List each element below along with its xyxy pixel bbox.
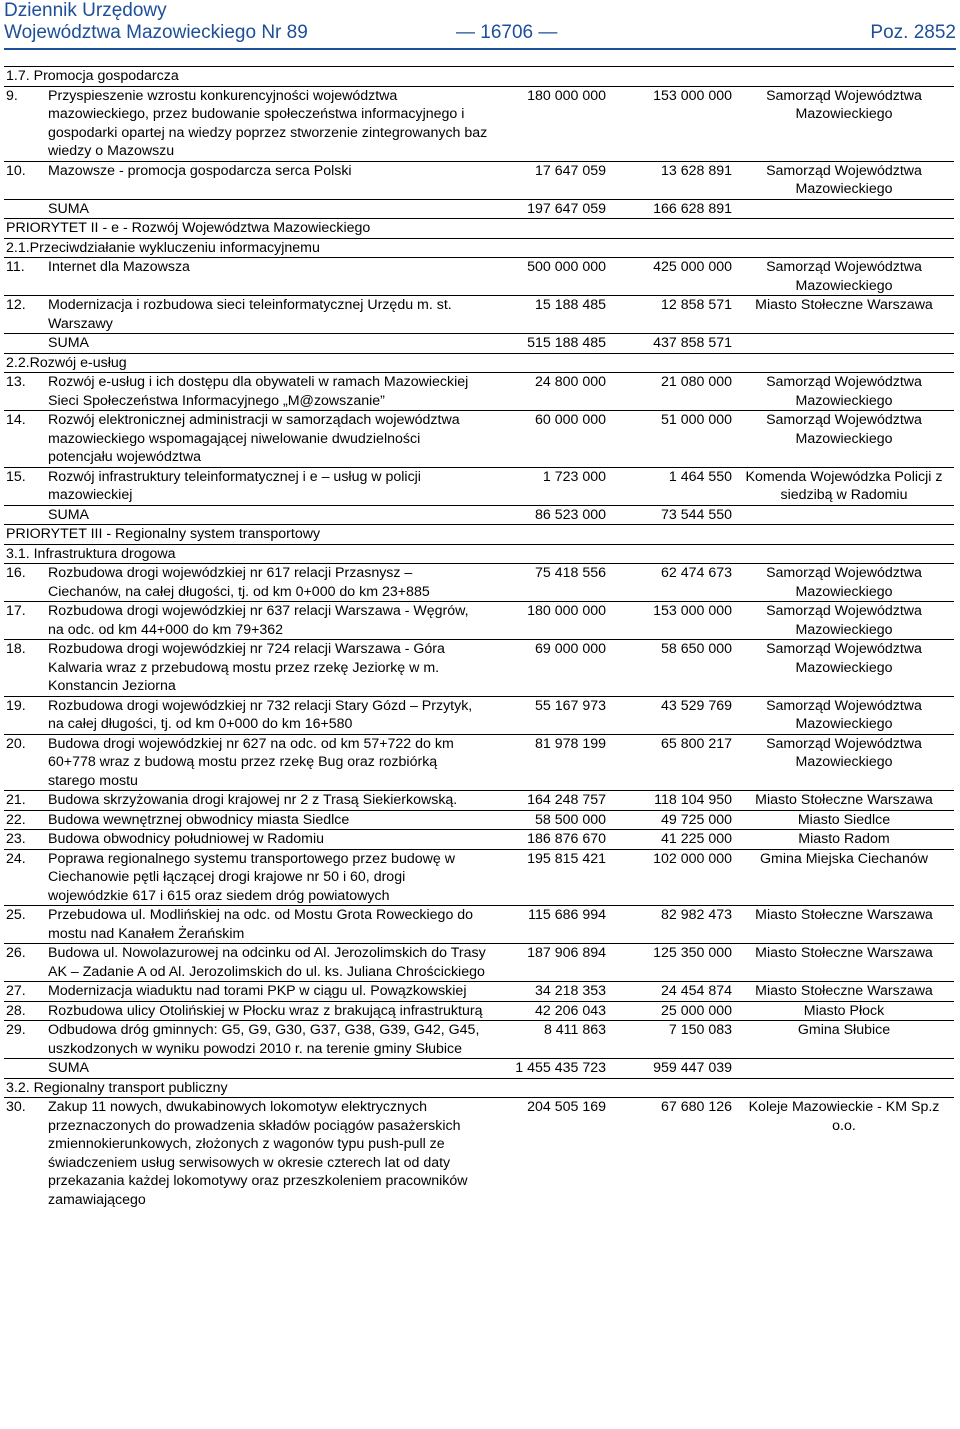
eu-funding: 65 800 217 [608, 734, 734, 791]
beneficiary: Samorząd Województwa Mazowieckiego [734, 640, 954, 697]
header-rule [4, 48, 956, 50]
eu-funding: 125 350 000 [608, 944, 734, 982]
beneficiary: Gmina Miejska Ciechanów [734, 849, 954, 906]
total-cost: 115 686 994 [490, 906, 608, 944]
beneficiary: Gmina Słubice [734, 1021, 954, 1059]
total-cost: 8 411 863 [490, 1021, 608, 1059]
eu-funding: 25 000 000 [608, 1001, 734, 1021]
eu-funding: 153 000 000 [608, 86, 734, 161]
sum-label: SUMA [46, 334, 490, 354]
row-number: 11. [4, 258, 46, 296]
sum-total-cost: 86 523 000 [490, 505, 608, 525]
table-row [4, 810, 954, 830]
beneficiary: Samorząd Województwa Mazowieckiego [734, 258, 954, 296]
project-description: Rozbudowa drogi wojewódzkiej nr 732 relacji Stary Gózd – Przytyk, na całej długości, tj. od km 0+000 do km 16+580 [46, 696, 490, 734]
journal-subtitle: Województwa Mazowieckiego Nr 89 [4, 22, 308, 43]
project-description: Modernizacja wiaduktu nad torami PKP w ciągu ul. Powązkowskiej [46, 982, 490, 1002]
section-heading: PRIORYTET III - Regionalny system transportowy [4, 525, 954, 545]
eu-funding: 21 080 000 [608, 373, 734, 411]
total-cost: 75 418 556 [490, 564, 608, 602]
eu-funding: 1 464 550 [608, 467, 734, 505]
project-description: Odbudowa dróg gminnych: G5, G9, G30, G37, G38, G39, G42, G45, uszkodzonych w wyniku powodzi 2010 r. na terenie gminy Słubice [46, 1021, 490, 1059]
projects-table-body [4, 67, 954, 1210]
beneficiary: Samorząd Województwa Mazowieckiego [734, 161, 954, 199]
eu-funding: 118 104 950 [608, 791, 734, 811]
project-description: Przyspieszenie wzrostu konkurencyjności województwa mazowieckiego, przez budowanie społeczeństwa informacyjnego i gospodarki opartej na wiedzy poprzez stworzenie zintegrowanych baz wiedzy o Mazowszu [46, 86, 490, 161]
table-row [4, 830, 954, 850]
table-row [4, 696, 954, 734]
section-row [4, 353, 954, 373]
project-description: Rozbudowa drogi wojewódzkiej nr 637 relacji Warszawa - Węgrów, na odc. od km 44+000 do km 79+362 [46, 602, 490, 640]
eu-funding: 102 000 000 [608, 849, 734, 906]
empty-cell [734, 1059, 954, 1079]
project-description: Rozwój elektronicznej administracji w samorządach województwa mazowieckiego wspomagającej niwelowanie dwudzielności potencjału województwa [46, 411, 490, 468]
table-row [4, 411, 954, 468]
total-cost: 500 000 000 [490, 258, 608, 296]
project-description: Rozbudowa ulicy Otolińskiej w Płocku wraz z brakującą infrastrukturą [46, 1001, 490, 1021]
sum-row [4, 334, 954, 354]
eu-funding: 7 150 083 [608, 1021, 734, 1059]
row-number: 15. [4, 467, 46, 505]
project-description: Budowa wewnętrznej obwodnicy miasta Siedlce [46, 810, 490, 830]
beneficiary: Komenda Wojewódzka Policji z siedzibą w Radomiu [734, 467, 954, 505]
project-description: Budowa drogi wojewódzkiej nr 627 na odc. od km 57+722 do km 60+778 wraz z budową mostu przez rzekę Bug oraz rozbiórką starego mostu [46, 734, 490, 791]
beneficiary: Miasto Stołeczne Warszawa [734, 982, 954, 1002]
eu-funding: 41 225 000 [608, 830, 734, 850]
project-description: Rozbudowa drogi wojewódzkiej nr 724 relacji Warszawa - Góra Kalwaria wraz z przebudową mostu przez rzekę Jeziorkę w m. Konstancin Jeziorna [46, 640, 490, 697]
section-heading: 1.7. Promocja gospodarcza [4, 67, 954, 87]
beneficiary: Samorząd Województwa Mazowieckiego [734, 734, 954, 791]
project-description: Mazowsze - promocja gospodarcza serca Polski [46, 161, 490, 199]
row-number: 28. [4, 1001, 46, 1021]
total-cost: 195 815 421 [490, 849, 608, 906]
beneficiary: Samorząd Województwa Mazowieckiego [734, 602, 954, 640]
row-number: 19. [4, 696, 46, 734]
eu-funding: 13 628 891 [608, 161, 734, 199]
total-cost: 34 218 353 [490, 982, 608, 1002]
beneficiary: Miasto Stołeczne Warszawa [734, 944, 954, 982]
table-row [4, 564, 954, 602]
project-description: Rozwój infrastruktury teleinformatycznej i e – usług w policji mazowieckiej [46, 467, 490, 505]
empty-cell [734, 505, 954, 525]
section-heading: 3.2. Regionalny transport publiczny [4, 1078, 954, 1098]
eu-funding: 49 725 000 [608, 810, 734, 830]
total-cost: 204 505 169 [490, 1098, 608, 1210]
total-cost: 1 723 000 [490, 467, 608, 505]
empty-cell [4, 199, 46, 219]
empty-cell [4, 505, 46, 525]
beneficiary: Miasto Stołeczne Warszawa [734, 906, 954, 944]
section-heading: 3.1. Infrastruktura drogowa [4, 544, 954, 564]
total-cost: 69 000 000 [490, 640, 608, 697]
sum-total-cost: 1 455 435 723 [490, 1059, 608, 1079]
page-header [4, 0, 956, 48]
project-description: Rozbudowa drogi wojewódzkiej nr 617 relacji Przasnysz – Ciechanów, na całej długości, tj. od km 0+000 do km 23+885 [46, 564, 490, 602]
sum-eu-funding: 959 447 039 [608, 1059, 734, 1079]
beneficiary: Samorząd Województwa Mazowieckiego [734, 696, 954, 734]
row-number: 13. [4, 373, 46, 411]
sum-label: SUMA [46, 505, 490, 525]
project-description: Rozwój e-usług i ich dostępu dla obywateli w ramach Mazowieckiej Sieci Społeczeństwa Informacyjnego „M@zowszanie” [46, 373, 490, 411]
row-number: 10. [4, 161, 46, 199]
row-number: 30. [4, 1098, 46, 1210]
table-row [4, 467, 954, 505]
table-row [4, 982, 954, 1002]
project-description: Poprawa regionalnego systemu transportowego przez budowę w Ciechanowie pętli łączącej drogi krajowe nr 50 i 60, drogi wojewódzkie 617 i 615 oraz siedem dróg powiatowych [46, 849, 490, 906]
page-number: — 16706 — [456, 22, 558, 43]
total-cost: 180 000 000 [490, 602, 608, 640]
beneficiary: Samorząd Województwa Mazowieckiego [734, 411, 954, 468]
eu-funding: 12 858 571 [608, 296, 734, 334]
project-description: Budowa ul. Nowolazurowej na odcinku od Al. Jerozolimskich do Trasy AK – Zadanie A od Al. Jerozolimskich do ul. ks. Juliana Chrościckiego [46, 944, 490, 982]
row-number: 9. [4, 86, 46, 161]
row-number: 16. [4, 564, 46, 602]
row-number: 25. [4, 906, 46, 944]
eu-funding: 62 474 673 [608, 564, 734, 602]
total-cost: 60 000 000 [490, 411, 608, 468]
section-heading: PRIORYTET II - e - Rozwój Województwa Mazowieckiego [4, 219, 954, 239]
table-row [4, 1001, 954, 1021]
table-row [4, 1098, 954, 1210]
project-description: Internet dla Mazowsza [46, 258, 490, 296]
total-cost: 15 188 485 [490, 296, 608, 334]
section-row [4, 219, 954, 239]
sum-label: SUMA [46, 1059, 490, 1079]
beneficiary: Miasto Stołeczne Warszawa [734, 296, 954, 334]
eu-funding: 425 000 000 [608, 258, 734, 296]
section-heading: 2.1.Przeciwdziałanie wykluczeniu informacyjnemu [4, 238, 954, 258]
eu-funding: 82 982 473 [608, 906, 734, 944]
total-cost: 42 206 043 [490, 1001, 608, 1021]
table-row [4, 296, 954, 334]
eu-funding: 58 650 000 [608, 640, 734, 697]
sum-row [4, 505, 954, 525]
row-number: 27. [4, 982, 46, 1002]
table-row [4, 906, 954, 944]
sum-row [4, 199, 954, 219]
projects-table [4, 66, 954, 1209]
section-row [4, 67, 954, 87]
sum-total-cost: 515 188 485 [490, 334, 608, 354]
beneficiary: Miasto Płock [734, 1001, 954, 1021]
section-row [4, 1078, 954, 1098]
table-row [4, 161, 954, 199]
row-number: 18. [4, 640, 46, 697]
table-row [4, 640, 954, 697]
empty-cell [4, 1059, 46, 1079]
section-row [4, 238, 954, 258]
project-description: Zakup 11 nowych, dwukabinowych lokomotyw elektrycznych przeznaczonych do prowadzenia składów pociągów pasażerskich zmiennokierunkowych, złożonych z wagonów typu push-pull ze świadczeniem usług serwisowych w okresie czterech lat od daty przekazania każdej lokomotywy oraz przeszkoleniem pracowników zamawiającego [46, 1098, 490, 1210]
position-number: Poz. 2852 [870, 22, 956, 43]
sum-label: SUMA [46, 199, 490, 219]
table-row [4, 258, 954, 296]
sum-eu-funding: 73 544 550 [608, 505, 734, 525]
section-row [4, 525, 954, 545]
row-number: 22. [4, 810, 46, 830]
table-row [4, 734, 954, 791]
total-cost: 58 500 000 [490, 810, 608, 830]
empty-cell [734, 199, 954, 219]
total-cost: 164 248 757 [490, 791, 608, 811]
total-cost: 17 647 059 [490, 161, 608, 199]
row-number: 26. [4, 944, 46, 982]
eu-funding: 153 000 000 [608, 602, 734, 640]
project-description: Przebudowa ul. Modlińskiej na odc. od Mostu Grota Roweckiego do mostu nad Kanałem Żerańskim [46, 906, 490, 944]
table-row [4, 849, 954, 906]
eu-funding: 24 454 874 [608, 982, 734, 1002]
row-number: 20. [4, 734, 46, 791]
empty-cell [734, 334, 954, 354]
row-number: 23. [4, 830, 46, 850]
beneficiary: Miasto Siedlce [734, 810, 954, 830]
row-number: 29. [4, 1021, 46, 1059]
eu-funding: 51 000 000 [608, 411, 734, 468]
sum-eu-funding: 437 858 571 [608, 334, 734, 354]
sum-row [4, 1059, 954, 1079]
table-row [4, 1021, 954, 1059]
total-cost: 24 800 000 [490, 373, 608, 411]
total-cost: 55 167 973 [490, 696, 608, 734]
row-number: 12. [4, 296, 46, 334]
beneficiary: Samorząd Województwa Mazowieckiego [734, 86, 954, 161]
total-cost: 81 978 199 [490, 734, 608, 791]
sum-eu-funding: 166 628 891 [608, 199, 734, 219]
beneficiary: Samorząd Województwa Mazowieckiego [734, 564, 954, 602]
beneficiary: Samorząd Województwa Mazowieckiego [734, 373, 954, 411]
row-number: 17. [4, 602, 46, 640]
table-row [4, 86, 954, 161]
beneficiary: Miasto Radom [734, 830, 954, 850]
row-number: 24. [4, 849, 46, 906]
table-row [4, 602, 954, 640]
total-cost: 180 000 000 [490, 86, 608, 161]
row-number: 14. [4, 411, 46, 468]
section-heading: 2.2.Rozwój e-usług [4, 353, 954, 373]
table-row [4, 373, 954, 411]
journal-title: Dziennik Urzędowy [4, 0, 167, 21]
project-description: Budowa obwodnicy południowej w Radomiu [46, 830, 490, 850]
row-number: 21. [4, 791, 46, 811]
eu-funding: 43 529 769 [608, 696, 734, 734]
table-row [4, 944, 954, 982]
total-cost: 187 906 894 [490, 944, 608, 982]
eu-funding: 67 680 126 [608, 1098, 734, 1210]
project-description: Modernizacja i rozbudowa sieci teleinformatycznej Urzędu m. st. Warszawy [46, 296, 490, 334]
project-description: Budowa skrzyżowania drogi krajowej nr 2 z Trasą Siekierkowską. [46, 791, 490, 811]
sum-total-cost: 197 647 059 [490, 199, 608, 219]
table-row [4, 791, 954, 811]
total-cost: 186 876 670 [490, 830, 608, 850]
section-row [4, 544, 954, 564]
beneficiary: Koleje Mazowieckie - KM Sp.z o.o. [734, 1098, 954, 1210]
beneficiary: Miasto Stołeczne Warszawa [734, 791, 954, 811]
empty-cell [4, 334, 46, 354]
